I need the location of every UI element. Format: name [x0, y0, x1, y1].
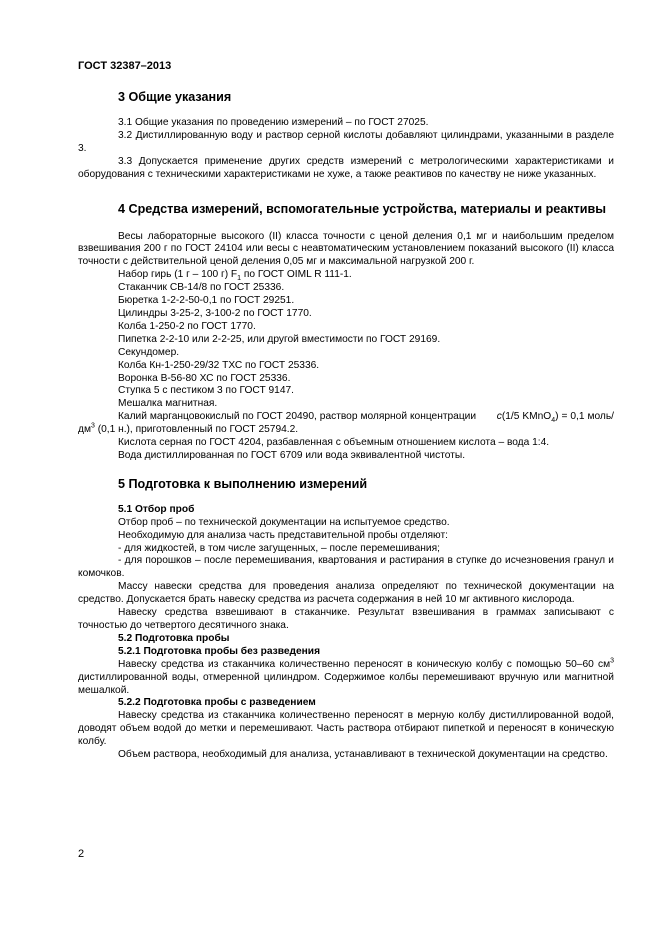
equipment-item: Пипетка 2-2-10 или 2-2-25, или другой вместимости по ГОСТ 29169.: [118, 333, 441, 345]
paragraph-5-1-c: - для жидкостей, в том числе загущенных, – после перемешивания;: [118, 542, 440, 554]
subsection-5-2: 5.2 Подготовка пробы: [118, 632, 230, 644]
paragraph-5-1-e: Массу навески средства для проведения анализа определяют по технической документации на средство. Допускается брать навеску средства из расчета содержания в ней 10 мг активного кислорода.: [78, 581, 614, 606]
equipment-item: Колба Кн-1-250-29/32 ТХС по ГОСТ 25336.: [118, 359, 320, 371]
water-item: Вода дистиллированная по ГОСТ 6709 или вода эквивалентной чистоты.: [118, 449, 466, 461]
paragraph-3-3: 3.3 Допускается применение других средств измерений с метрологическими характеристиками и оборудования с техническими характеристиками не хуже, а также реактивов по качеству не ниже указанных.: [78, 155, 614, 180]
subsection-5-2-1: 5.2.1 Подготовка пробы без разведения: [118, 645, 321, 657]
subsection-5-2-2: 5.2.2 Подготовка пробы с разведением: [118, 697, 316, 709]
equipment-item: Мешалка магнитная.: [118, 398, 218, 410]
paragraph-5-1-d: - для порошков – после перемешивания, квартования и растирания в ступке до исчезновения гранул и комочков.: [78, 555, 614, 580]
acid-item: Кислота серная по ГОСТ 4204, разбавленная с объемным отношением кислота – вода 1:4.: [118, 437, 550, 449]
equipment-item: Стаканчик СВ-14/8 по ГОСТ 25336.: [118, 282, 285, 294]
paragraph-5-1-f: Навеску средства взвешивают в стаканчике. Результат взвешивания в граммах записывают с точностью до четвертого десятичного знака.: [78, 607, 614, 631]
section-4-heading: 4 Средства измерений, вспомогательные устройства, материалы и реактивы: [118, 201, 607, 216]
equipment-item: Ступка 5 с пестиком 3 по ГОСТ 9147.: [118, 385, 294, 397]
kmno4-item: Калий марганцовокислый по ГОСТ 20490, раствор молярной концентрации c(1/5 KMnO$_4$) = 0,1 моль/$дм^3$ (0,1 н.), приготовленный по ГОСТ 25794.2.: [78, 411, 614, 436]
subsection-5-1: 5.1 Отбор проб: [118, 503, 195, 515]
scales-paragraph: Весы лабораторные высокого (II) класса точности с ценой деления 0,1 мг и наибольшим пределом взвешивания 200 г по ГОСТ 24104 или весы с неавтоматическим установлением показаний высокого (II) класса точности с действительной ценой деления 0,05 мг и максимальной нагрузкой 200 г.: [78, 230, 614, 268]
equipment-item: Колба 1-250-2 по ГОСТ 1770.: [118, 320, 256, 332]
section-5-heading: 5 Подготовка к выполнению измерений: [118, 476, 368, 491]
paragraph-3-1: 3.1 Общие указания по проведению измерений – по ГОСТ 27025.: [118, 117, 429, 128]
paragraph-5-1-a: Отбор проб – по технической документации на испытуемое средство.: [118, 516, 450, 528]
page-number: 2: [78, 848, 85, 860]
document-header: ГОСТ 32387–2013: [78, 60, 172, 72]
paragraph-5-2-2-b: Объем раствора, необходимый для анализа, устанавливают в технической документации на средство.: [118, 749, 608, 761]
equipment-item: Воронка В-56-80 ХС по ГОСТ 25336.: [118, 372, 291, 384]
document-body: [78, 90, 614, 762]
paragraph-5-2-1: Навеску средства из стаканчика количественно переносят в коническую колбу с помощью 50–60 $см^3$ дистиллированной воды, отмеренной цилиндром. Содержимое колбы перемешивают вручную или магнитной мешалкой.: [78, 657, 614, 696]
equipment-item: Цилиндры 3-25-2, 3-100-2 по ГОСТ 1770.: [118, 307, 312, 319]
equipment-item: Секундомер.: [118, 346, 180, 358]
paragraph-3-2: 3.2 Дистиллированную воду и раствор серной кислоты добавляют цилиндрами, указанными в разделе 3.: [78, 129, 614, 154]
equipment-item: Бюретка 1-2-2-50-0,1 по ГОСТ 29251.: [118, 295, 295, 307]
weights-item: Набор гирь (1 г – 100 г) $F_1$ по ГОСТ OIML R 111-1.: [118, 269, 352, 283]
paragraph-5-1-b: Необходимую для анализа часть представительной пробы отделяют:: [118, 529, 448, 541]
paragraph-5-2-2-a: Навеску средства из стаканчика количественно переносят в мерную колбу дистиллированной водой, доводят объем водой до метки и перемешивают. Часть раствора отбирают пипеткой и переносят в коническую колбу.: [78, 710, 614, 748]
section-3-heading: 3 Общие указания: [118, 90, 232, 104]
